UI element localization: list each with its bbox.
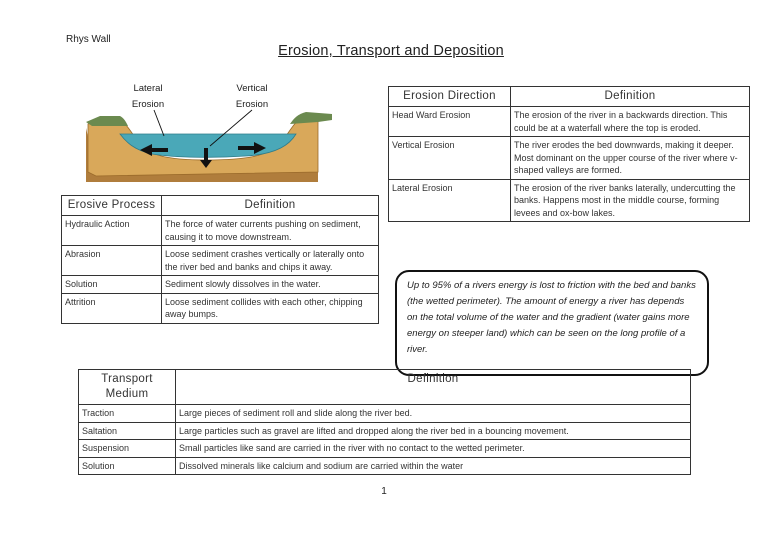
page-title — [0, 43, 768, 59]
erosive-definition-header: Definition — [162, 196, 379, 216]
direction-definition-header: Definition — [511, 87, 750, 107]
label-leader-lines — [140, 108, 260, 148]
transport-definition: Large particles such as gravel are lifted and dropped along the river bed in a bouncing movement. — [176, 422, 691, 440]
transport-name: Saltation — [79, 422, 176, 440]
transport-medium-header: Transport Medium — [79, 370, 176, 405]
erosive-process-table — [61, 195, 379, 324]
transport-definition-header: Definition — [176, 370, 691, 405]
table-row — [389, 137, 750, 180]
right-bank-grass — [290, 112, 332, 124]
table-row — [62, 216, 379, 246]
vertical-erosion-label-line1: Vertical — [236, 83, 268, 94]
process-definition: Loose sediment collides with each other, chipping away bumps. — [162, 293, 379, 323]
table-row — [62, 246, 379, 276]
transport-table — [78, 369, 691, 475]
direction-definition: The erosion of the river in a backwards direction. This could be at a waterfall where the top is eroded. — [511, 107, 750, 137]
author-name: Rhys Wall — [66, 34, 111, 45]
direction-name: Vertical Erosion — [389, 137, 511, 180]
table-row — [79, 422, 691, 440]
erosion-direction-header: Erosion Direction — [389, 87, 511, 107]
page-title-text: Erosion, Transport and Deposition — [278, 43, 504, 59]
erosion-direction-table — [388, 86, 750, 222]
direction-name: Lateral Erosion — [389, 179, 511, 222]
process-definition: The force of water currents pushing on sediment, causing it to move downstream. — [162, 216, 379, 246]
transport-header-row — [79, 370, 691, 405]
transport-definition: Dissolved minerals like calcium and sodium are carried within the water — [176, 457, 691, 475]
process-definition: Loose sediment crashes vertically or laterally onto the river bed and banks and chips it away. — [162, 246, 379, 276]
process-definition: Sediment slowly dissolves in the water. — [162, 276, 379, 294]
transport-definition: Small particles like sand are carried in the river with no contact to the wetted perimeter. — [176, 440, 691, 458]
table-row — [79, 440, 691, 458]
table-row — [389, 179, 750, 222]
process-name: Solution — [62, 276, 162, 294]
table-row — [79, 405, 691, 423]
erosive-process-header: Erosive Process — [62, 196, 162, 216]
erosive-process-header-row — [62, 196, 379, 216]
transport-name: Solution — [79, 457, 176, 475]
table-row — [389, 107, 750, 137]
direction-definition: The erosion of the river banks laterally, undercutting the banks. Happens most in the middle course, forming levees and ox-bow lakes. — [511, 179, 750, 222]
transport-name: Suspension — [79, 440, 176, 458]
table-row — [79, 457, 691, 475]
direction-definition: The river erodes the bed downwards, making it deeper. Most dominant on the upper course of the river where v-shaped valleys are formed. — [511, 137, 750, 180]
process-name: Attrition — [62, 293, 162, 323]
transport-definition: Large pieces of sediment roll and slide along the river bed. — [176, 405, 691, 423]
table-row — [62, 293, 379, 323]
erosion-direction-header-row — [389, 87, 750, 107]
vertical-erosion-label-line2: Erosion — [235, 99, 269, 110]
process-name: Abrasion — [62, 246, 162, 276]
table-row — [62, 276, 379, 294]
transport-name: Traction — [79, 405, 176, 423]
lateral-erosion-label-line2: Erosion — [131, 99, 165, 110]
process-name: Hydraulic Action — [62, 216, 162, 246]
page-number: 1 — [381, 486, 387, 497]
vertical-leader-line — [210, 110, 252, 146]
lateral-leader-line — [154, 110, 164, 136]
energy-note-box: Up to 95% of a rivers energy is lost to friction with the bed and banks (the wetted perimeter). The amount of energy a river has depends on the total volume of the water and the gradient (water gains more energy on steeper land) which can be seen on the long profile of a river. — [395, 270, 709, 376]
direction-name: Head Ward Erosion — [389, 107, 511, 137]
left-bank-grass — [86, 116, 128, 126]
lateral-erosion-label-line1: Lateral — [133, 83, 163, 94]
